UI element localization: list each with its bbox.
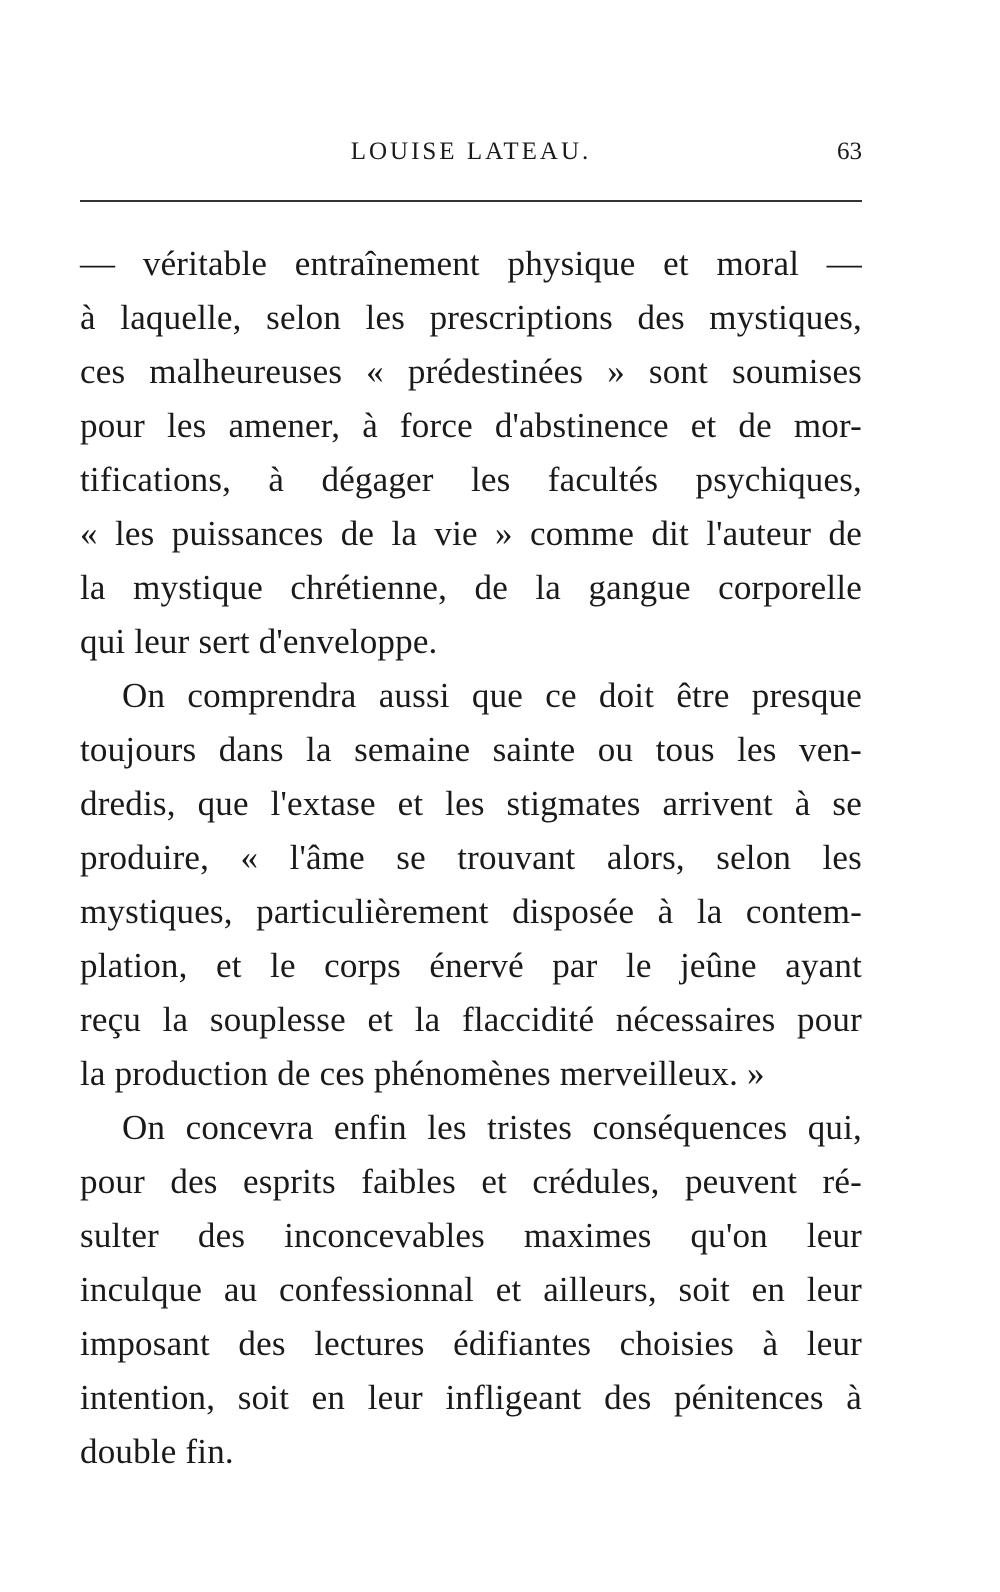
text-line: produire, « l'âme se trouvant alors, selon les [80, 838, 862, 877]
running-title: LOUISE LATEAU. [350, 138, 592, 165]
text-line: dredis, que l'extase et les stigmates arrivent à se [80, 784, 862, 823]
page-number: 63 [837, 138, 862, 165]
text-line: pour les amener, à force d'abstinence et de mor- [80, 406, 862, 445]
text-line: qui leur sert d'enveloppe. [80, 622, 438, 661]
text-line: pour des esprits faibles et crédules, peuvent ré- [80, 1162, 862, 1201]
text-line: ces malheureuses « prédestinées » sont soumises [80, 352, 862, 391]
text-line: mystiques, particulièrement disposée à la contem- [80, 892, 862, 931]
text-line: plation, et le corps énervé par le jeûne ayant [80, 946, 862, 985]
text-line: imposant des lectures édifiantes choisies à leur [80, 1324, 862, 1363]
running-header [80, 132, 862, 172]
text-line: « les puissances de la vie » comme dit l'auteur de [80, 514, 862, 553]
text-line: tifications, à dégager les facultés psychiques, [80, 460, 862, 499]
body-text [80, 237, 862, 1479]
text-line: reçu la souplesse et la flaccidité nécessaires pour [80, 1000, 862, 1039]
paragraph-start-line: On comprendra aussi que ce doit être presque [122, 676, 862, 715]
paragraph-start-line: On concevra enfin les tristes conséquences qui, [122, 1108, 862, 1147]
text-line: toujours dans la semaine sainte ou tous les ven- [80, 730, 862, 769]
text-line: la production de ces phénomènes merveilleux. » [80, 1054, 765, 1093]
text-line: — véritable entraînement physique et moral — [80, 244, 862, 283]
text-line: à laquelle, selon les prescriptions des mystiques, [80, 298, 862, 337]
text-line: intention, soit en leur infligeant des pénitences à [80, 1378, 862, 1417]
text-line: inculque au confessionnal et ailleurs, soit en leur [80, 1270, 862, 1309]
header-rule [80, 200, 862, 202]
text-line: la mystique chrétienne, de la gangue corporelle [80, 568, 862, 607]
text-line: double fin. [80, 1432, 234, 1471]
text-line: sulter des inconcevables maximes qu'on leur [80, 1216, 862, 1255]
